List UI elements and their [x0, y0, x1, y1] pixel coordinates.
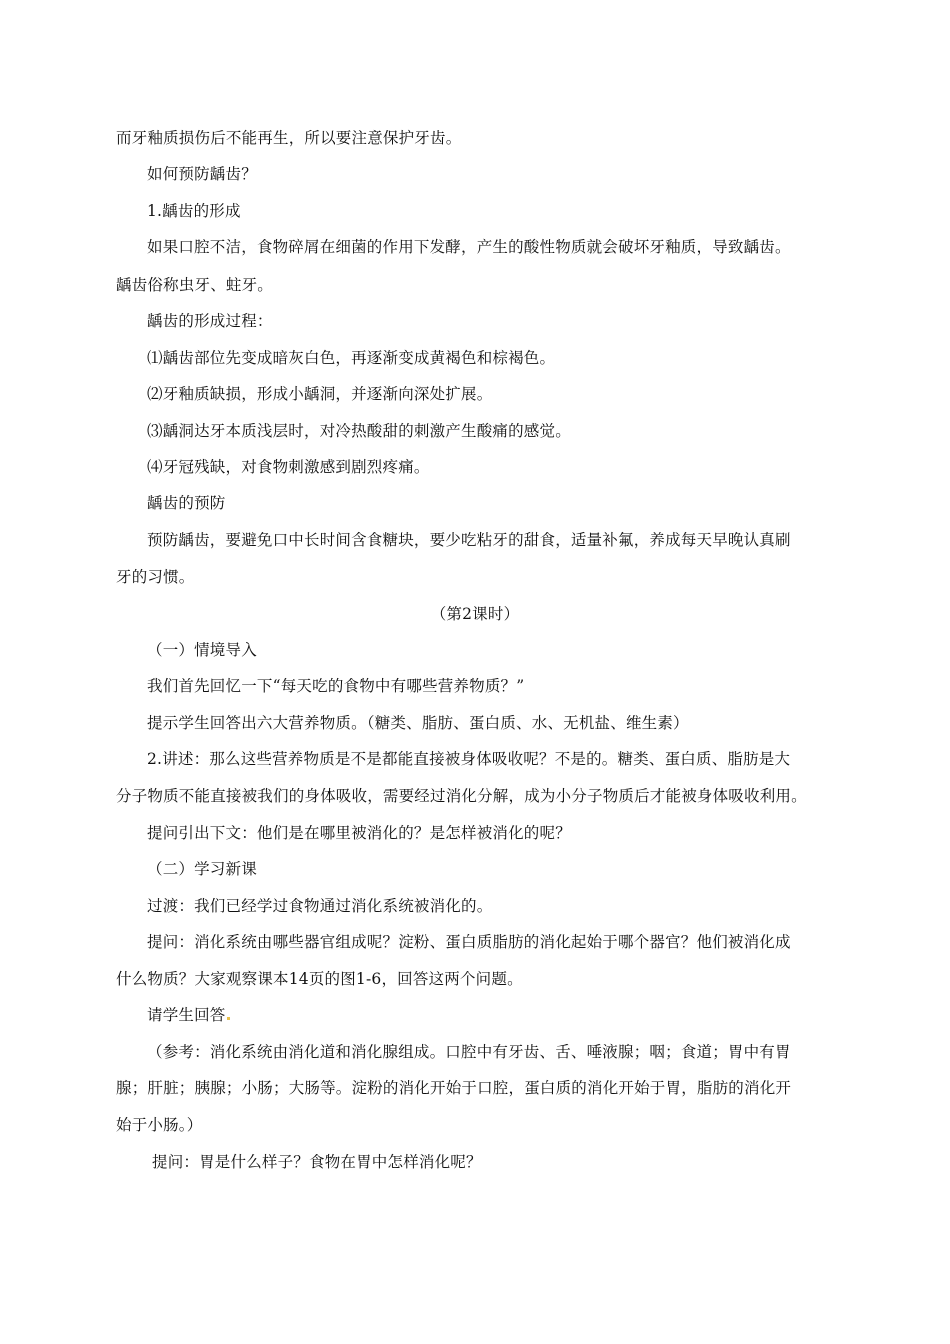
list-item: ⑴龋齿部位先变成暗灰白色，再逐渐变成黄褐色和棕褐色。	[147, 349, 556, 367]
section-heading: （一）情境导入	[147, 641, 257, 659]
list-item: ⑷牙冠残缺，对食物刺激感到剧烈疼痛。	[147, 458, 430, 476]
section-heading: 龋齿的形成过程：	[147, 312, 273, 330]
text-line: 牙的习惯。	[116, 568, 195, 586]
text-line: 分子物质不能直接被我们的身体吸收，需要经过消化分解，成为小分子物质后才能被身体吸收利用。	[116, 787, 807, 805]
list-item: ⑵牙釉质缺损，形成小龋洞，并逐渐向深处扩展。	[147, 385, 493, 403]
text-line: 2.讲述：那么这些营养物质是不是都能直接被身体吸收呢？不是的。糖类、蛋白质、脂肪是大	[147, 750, 791, 768]
text-line-wrapper	[147, 1005, 230, 1025]
text-line: 龋齿俗称虫牙、蛀牙。	[116, 276, 274, 294]
text-line: 始于小肠。）	[116, 1116, 203, 1134]
text-line: 过渡：我们已经学过食物通过消化系统被消化的。	[147, 897, 493, 915]
text-line: 腺；肝脏；胰腺；小肠；大肠等。淀粉的消化开始于口腔，蛋白质的消化开始于胃，脂肪的消化开	[116, 1079, 792, 1097]
text-line: 我们首先回忆一下“每天吃的食物中有哪些营养物质？”	[147, 677, 525, 695]
text-line: 请学生回答	[147, 1006, 226, 1024]
text-line: 而牙釉质损伤后不能再生，所以要注意保护牙齿。	[116, 129, 462, 147]
text-line: 提问：胃是什么样子？食物在胃中怎样消化呢？	[152, 1153, 482, 1171]
section-heading: （二）学习新课	[147, 860, 257, 878]
text-line: （参考：消化系统由消化道和消化腺组成。口腔中有牙齿、舌、唾液腺；咽；食道；胃中有胃	[147, 1043, 791, 1061]
text-line: 提示学生回答出六大营养物质。（糖类、脂肪、蛋白质、水、无机盐、维生素）	[147, 714, 689, 732]
text-line: 预防龋齿，要避免口中长时间含食糖块，要少吃粘牙的甜食，适量补氟，养成每天早晚认真刷	[147, 531, 791, 549]
marker-dot	[227, 1017, 230, 1020]
text-line: 提问引出下文：他们是在哪里被消化的？是怎样被消化的呢？	[147, 824, 571, 842]
text-line: 什么物质？大家观察课本14页的图1-6，回答这两个问题。	[116, 970, 523, 988]
lesson-title: （第2课时）	[430, 605, 520, 623]
text-line: 如果口腔不洁，食物碎屑在细菌的作用下发酵，产生的酸性物质就会破坏牙釉质，导致龋齿。	[147, 238, 791, 256]
section-heading: 龋齿的预防	[147, 494, 226, 512]
section-heading: 如何预防龋齿？	[147, 165, 257, 183]
list-item: ⑶龋洞达牙本质浅层时，对冷热酸甜的刺激产生酸痛的感觉。	[147, 422, 571, 440]
section-heading: 1.龋齿的形成	[147, 202, 241, 220]
text-line: 提问：消化系统由哪些器官组成呢？淀粉、蛋白质脂肪的消化起始于哪个器官？他们被消化成	[147, 933, 791, 951]
